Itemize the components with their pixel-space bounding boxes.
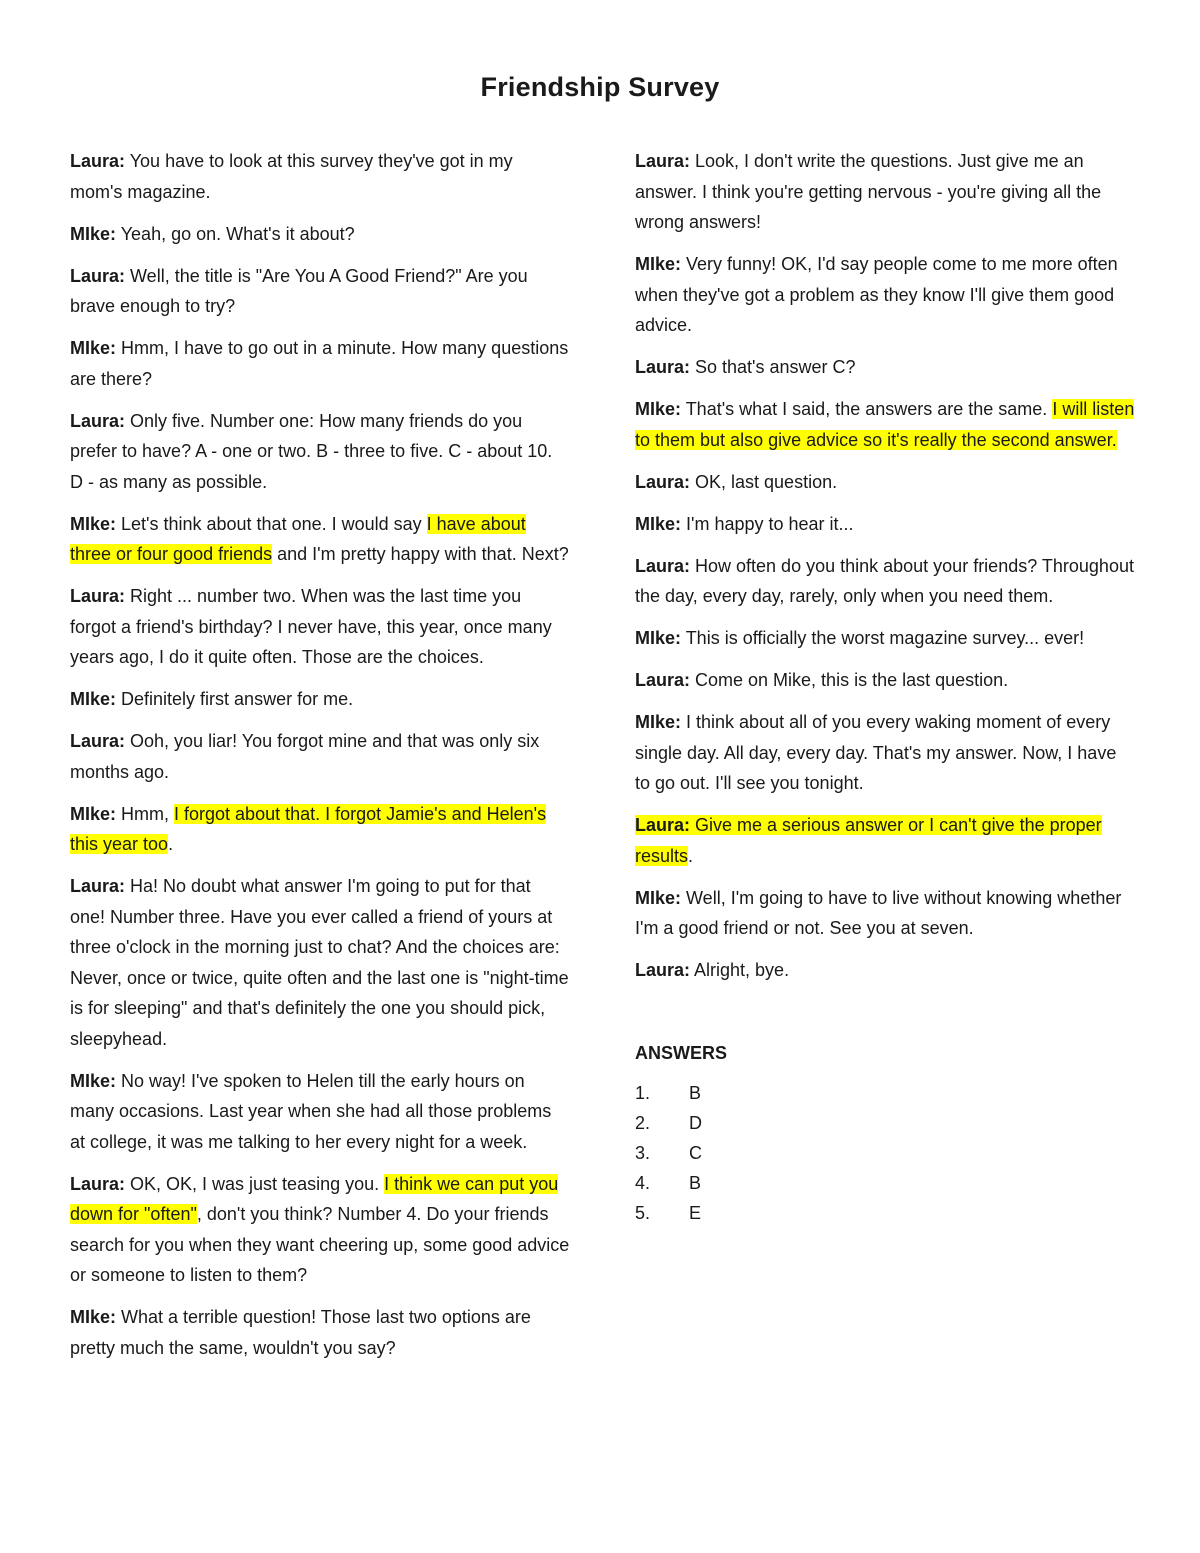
dialogue-text: OK, last question. [690, 471, 838, 492]
dialogue-line [635, 707, 1135, 799]
speaker-name: Laura: [635, 815, 691, 835]
answer-value: C [689, 1143, 702, 1163]
highlighted-text: I think we can put you down for "often" [70, 1173, 559, 1224]
dialogue-text: How often do you think about your friends? Throughout the day, every day, rarely, only when you need them. [635, 555, 1134, 606]
speaker-name: MIke: [70, 223, 117, 244]
dialogue-text: Hmm, [116, 803, 175, 824]
answer-item [635, 1168, 1135, 1198]
dialogue-line [70, 406, 570, 498]
dialogue-text: That's what I said, the answers are the same. [681, 399, 1053, 419]
answers-list [635, 1078, 1135, 1228]
speaker-name: Laura: [70, 410, 126, 431]
speaker-name: Laura: [635, 670, 691, 690]
dialogue-line [635, 394, 1135, 455]
dialogue-line [635, 810, 1135, 871]
dialogue-line [70, 333, 570, 394]
dialogue-text: Alright, bye. [690, 960, 790, 980]
dialogue-text: I think about all of you every waking moment of every single day. All day, every day. That's my answer. Now, I have to go out. I'll see you tonight. [635, 712, 1117, 793]
dialogue-text: No way! I've spoken to Helen till the early hours on many occasions. Last year when she had all those problems at college, it was me talking to her every night for a week. [70, 1070, 552, 1152]
answer-item [635, 1198, 1135, 1228]
speaker-name: MIke: [635, 628, 682, 648]
dialogue-line [70, 1302, 570, 1363]
speaker-name: Laura: [70, 731, 126, 751]
dialogue-text: Only five. Number one: How many friends do you prefer to have? A - one or two. B - three to five. C - about 10. D - as many as possible. [70, 410, 553, 492]
dialogue-line [70, 1169, 570, 1291]
dialogue-text: Very funny! OK, I'd say people come to me more often when they've got a problem as they know I'll give them good advice. [635, 254, 1118, 335]
speaker-name: Laura: [70, 876, 126, 896]
speaker-name: MIke: [635, 712, 682, 732]
page-title: Friendship Survey [480, 72, 720, 102]
dialogue-text: You have to look at this survey they've got in my mom's magazine. [70, 151, 513, 202]
dialogue-text: and I'm pretty happy with that. Next? [272, 544, 569, 564]
speaker-name: Laura: [635, 960, 691, 980]
dialogue-text: . [168, 834, 174, 854]
dialogue-line [635, 146, 1135, 238]
dialogue-line [635, 623, 1135, 654]
dialogue-text: Well, I'm going to have to live without knowing whether I'm a good friend or not. See you at seven. [635, 887, 1122, 938]
dialogue-line [70, 219, 570, 250]
right-dialogue [635, 146, 1135, 986]
speaker-name: MIke: [70, 1307, 117, 1327]
answer-number: 5. [635, 1203, 651, 1223]
answer-number: 3. [635, 1143, 651, 1163]
answer-item [635, 1138, 1135, 1168]
dialogue-line [70, 1066, 570, 1158]
dialogue-text: I'm happy to hear it... [681, 513, 854, 534]
dialogue-line [70, 581, 570, 673]
dialogue-line [70, 509, 570, 570]
dialogue-line [635, 665, 1135, 696]
dialogue-text: , don't you think? Number 4. Do your friends search for you when they want cheering up, some good advice or someone to listen to them? [70, 1204, 570, 1285]
dialogue-line [70, 726, 570, 787]
dialogue-text: Ha! No doubt what answer I'm going to put for that one! Number three. Have you ever called a friend of yours at three o'clock in the morning just to chat? And the choices are: Never, once or twice, quite often and the last one is "night-time is for sleeping" and that's definitely the one you should pick, sleepyhead. [70, 876, 569, 1049]
speaker-name: Laura: [70, 265, 126, 286]
dialogue-text: . [688, 845, 694, 866]
answer-value: E [689, 1203, 702, 1223]
dialogue-line [70, 261, 570, 322]
dialogue-line [635, 551, 1135, 612]
right-column [635, 146, 1135, 1228]
dialogue-text: Come on Mike, this is the last question. [690, 670, 1009, 690]
dialogue-line [635, 883, 1135, 944]
speaker-name: MIke: [635, 254, 682, 274]
answer-number: 2. [635, 1113, 651, 1133]
answer-number: 4. [635, 1173, 651, 1193]
dialogue-line [635, 467, 1135, 498]
dialogue-text: Let's think about that one. I would say [116, 513, 427, 534]
dialogue-line [635, 955, 1135, 986]
dialogue-text: OK, OK, I was just teasing you. [125, 1173, 385, 1194]
speaker-name: Laura: [635, 357, 691, 377]
speaker-name: MIke: [70, 803, 117, 824]
speaker-name: MIke: [635, 887, 682, 908]
highlighted-text: I have about three or four good friends [70, 513, 526, 564]
dialogue-text: Definitely first answer for me. [116, 689, 354, 709]
speaker-name: MIke: [70, 513, 117, 534]
dialogue-text: Well, the title is "Are You A Good Friend?" Are you brave enough to try? [70, 265, 528, 316]
dialogue-text: Yeah, go on. What's it about? [116, 223, 355, 244]
dialogue-line [635, 249, 1135, 341]
answer-value: D [689, 1113, 702, 1133]
speaker-name: MIke: [70, 689, 117, 709]
speaker-name: MIke: [635, 513, 682, 534]
speaker-name: MIke: [70, 338, 117, 358]
dialogue-line [635, 509, 1135, 540]
answer-value: B [689, 1083, 702, 1103]
speaker-name: Laura: [635, 555, 691, 576]
dialogue-line [635, 352, 1135, 383]
speaker-name: Laura: [635, 151, 691, 171]
dialogue-text: What a terrible question! Those last two options are pretty much the same, wouldn't you say? [70, 1307, 531, 1358]
left-column [70, 146, 570, 1375]
answer-number: 1. [635, 1083, 651, 1103]
speaker-name: Laura: [70, 1173, 126, 1194]
answer-value: B [689, 1173, 702, 1193]
dialogue-text: This is officially the worst magazine survey... ever! [681, 628, 1085, 648]
dialogue-text: Hmm, I have to go out in a minute. How many questions are there? [70, 338, 569, 389]
speaker-name: Laura: [70, 151, 126, 171]
dialogue-text: So that's answer C? [690, 357, 856, 377]
highlighted-text: I forgot about that. I forgot Jamie's and Helen's this year too [70, 803, 547, 854]
answer-item [635, 1108, 1135, 1138]
dialogue-line [70, 684, 570, 715]
dialogue-line [70, 799, 570, 860]
dialogue-text: Ooh, you liar! You forgot mine and that was only six months ago. [70, 731, 540, 782]
speaker-name: Laura: [70, 586, 126, 606]
dialogue-text: Right ... number two. When was the last time you forgot a friend's birthday? I never have, this year, once many years ago, I do it quite often. Those are the choices. [70, 586, 552, 667]
speaker-name: MIke: [70, 1070, 117, 1091]
answers-heading: ANSWERS [635, 1042, 728, 1063]
speaker-name: MIke: [635, 399, 682, 419]
highlighted-text: Give me a serious answer or I can't give the proper results [635, 815, 1102, 866]
highlighted-text: I will listen to them but also give advice so it's really the second answer. [635, 399, 1135, 450]
dialogue-text: Look, I don't write the questions. Just give me an answer. I think you're getting nervous - you're giving all the wrong answers! [635, 151, 1102, 232]
answer-item [635, 1078, 1135, 1108]
dialogue-line [70, 146, 570, 207]
speaker-name: Laura: [635, 471, 691, 492]
dialogue-line [70, 871, 570, 1054]
